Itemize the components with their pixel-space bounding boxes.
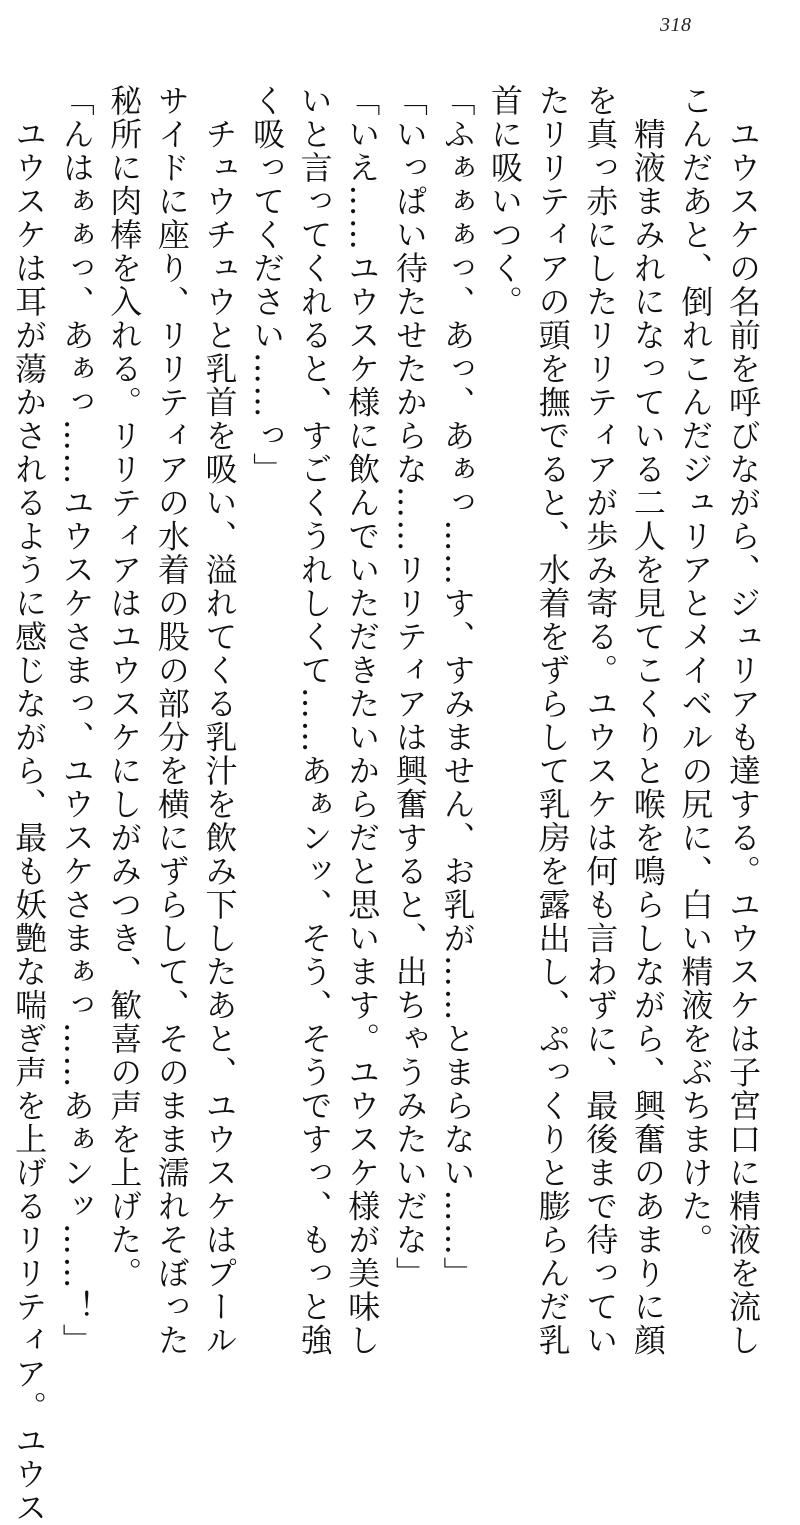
text-line: サイドに座り、リリティアの水着の股の部分を横にずらして、そのまま濡れそぼった <box>152 84 191 1357</box>
text-line: 「ふぁぁぁっ、あっ、あぁっ……す、すみません、お乳が……とまらない……」 <box>438 84 477 1290</box>
text-line: チュウチュウと乳首を吸い、溢れてくる乳汁を飲み下したあと、ユウスケはプール <box>200 84 239 1357</box>
text-line: を真っ赤にしたリリティアが歩み寄る。ユウスケは何も言わずに、最後まで待ってい <box>581 84 620 1357</box>
text-line: く吸ってください……っ」 <box>248 84 287 486</box>
text-line: ユウスケの名前を呼びながら、ジュリアも達する。ユウスケは子宮口に精液を流し <box>724 84 762 1357</box>
text-line: 首に吸いつく。 <box>486 84 525 319</box>
text-line <box>0 84 5 1164</box>
text-line: 「んはぁぁっ、あぁっ……ユウスケさまっ、ユウスケさまぁっ……あぁンッ……！」 <box>57 84 96 1357</box>
text-line: ユウスケは耳が蕩かされるように感じながら、最も妖艶な喘ぎ声を上げるリリティア。ユウス <box>10 84 49 1525</box>
text-line: いと言ってくれると、すごくうれしくて……あぁンッ、そう、そうですっ、もっと強 <box>295 84 334 1357</box>
text-line: 「いえ……ユウスケ様に飲んでいただきたいからだと思います。ユウスケ様が美味し <box>343 84 382 1357</box>
text-line: たリリティアの頭を撫でると、水着をずらして乳房を露出し、ぷっくりと膨らんだ乳 <box>533 84 572 1357</box>
text-line: こんだあと、倒れこんだジュリアとメイベルの尻に、白い精液をぶちまけた。 <box>676 84 715 1257</box>
text-line: 「いっぱい待たせたからな……リリティアは興奮すると、出ちゃうみたいだな」 <box>390 84 429 1290</box>
text-line: 秘所に肉棒を入れる。リリティアはユウスケにしがみつき、歓喜の声を上げた。 <box>105 84 144 1290</box>
page-number: 318 <box>660 14 692 36</box>
text-line: 精液まみれになっている二人を見てこくりと喉を鳴らしながら、興奮のあまりに顔 <box>628 84 667 1357</box>
novel-text-block <box>10 84 766 1525</box>
